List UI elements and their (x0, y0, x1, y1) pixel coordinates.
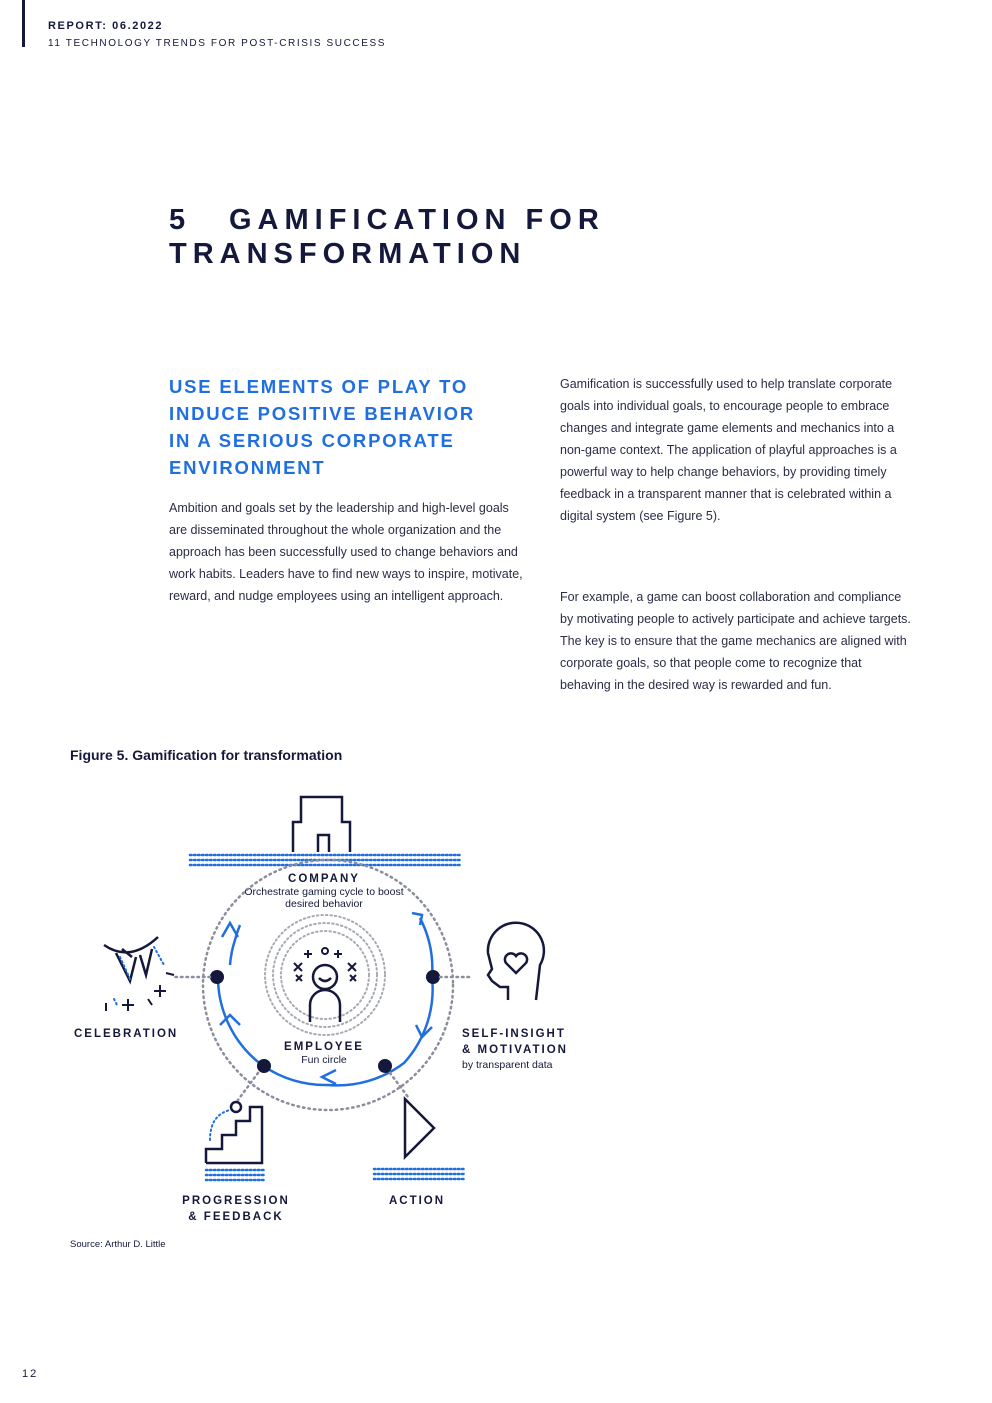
cycle-node-bottom-right (378, 1059, 392, 1073)
company-title: COMPANY (288, 873, 360, 885)
body-paragraph-left: Ambition and goals set by the leadership and high-level goals are disseminated throughout the whole organization and the approach has been successfully used to change behaviors and work habits. Leaders have to find new ways to inspire, motivate, reward, and nudge employees using an intelligent approach. (169, 501, 523, 603)
self-insight-desc: by transparent data (462, 1059, 553, 1071)
employee-desc: Fun circle (301, 1054, 347, 1066)
chapter-number: 5 (169, 204, 192, 236)
employee-title: EMPLOYEE (284, 1041, 364, 1053)
company-ground-dots (190, 855, 460, 865)
stairs-icon (206, 1102, 262, 1163)
building-icon (293, 797, 350, 852)
page-number: 12 (22, 1368, 39, 1380)
self-insight-line-1: SELF-INSIGHT (462, 1028, 566, 1040)
lede-line: INDUCE POSITIVE BEHAVIOR (169, 403, 476, 424)
gamification-cycle-diagram (60, 785, 600, 1235)
cycle-node-right (426, 970, 440, 984)
chapter-title-text-1: GAMIFICATION FOR (229, 204, 605, 236)
chapter-title (169, 203, 605, 271)
employee-dotted-rings (265, 915, 385, 1035)
cycle-node-bottom-left (257, 1059, 271, 1073)
figure-caption: Figure 5. Gamification for transformation (70, 747, 343, 763)
lede-line: ENVIRONMENT (169, 457, 326, 478)
cycle-node-left (210, 970, 224, 984)
employee-smiley-icon (310, 965, 340, 1022)
body-paragraph-right-2: For example, a game can boost collaboration and compliance by motivating people to actively participate and achieve targets. The key is to ensure that the game mechanics are aligned with corporate goals, so that people come to recognize that behaving in the desired way is rewarded and fun. (560, 590, 911, 692)
action-ground-dots (374, 1169, 464, 1179)
progression-line-1: PROGRESSION (182, 1195, 290, 1207)
head-heart-icon (488, 923, 544, 1000)
company-desc-line-2: desired behavior (285, 898, 363, 910)
play-triangle-icon (405, 1099, 434, 1157)
bunting-icon (104, 937, 158, 981)
chapter-title-line-1 (169, 203, 605, 237)
body-paragraph-right-1: Gamification is successfully used to help translate corporate goals into individual goals, to encourage people to embrace changes and integrate game elements and mechanics into a non-game context. The application of playful approaches is a powerful way to help change behaviors, by providing timely feedback in a transparent manner that is celebrated within a digital system (see Figure 5). (560, 377, 897, 523)
header-accent-bar (22, 0, 25, 47)
company-desc-line-1: Orchestrate gaming cycle to boost (244, 886, 404, 898)
celebration-label: CELEBRATION (74, 1028, 179, 1040)
report-subtitle: 11 TECHNOLOGY TRENDS FOR POST-CRISIS SUCCESS (48, 38, 387, 49)
lede-line: IN A SERIOUS CORPORATE (169, 430, 455, 451)
confetti-icons (106, 973, 174, 1011)
lede-line: USE ELEMENTS OF PLAY TO (169, 376, 469, 397)
progression-line-2: & FEEDBACK (188, 1211, 284, 1223)
figure-source: Source: Arthur D. Little (70, 1239, 166, 1250)
self-insight-line-2: & MOTIVATION (462, 1044, 568, 1056)
report-tag: REPORT: 06.2022 (48, 20, 164, 32)
lede-heading (169, 373, 539, 481)
stairs-ground-dots (206, 1170, 264, 1180)
action-label: ACTION (388, 1195, 446, 1207)
chapter-title-line-2: TRANSFORMATION (169, 238, 527, 270)
